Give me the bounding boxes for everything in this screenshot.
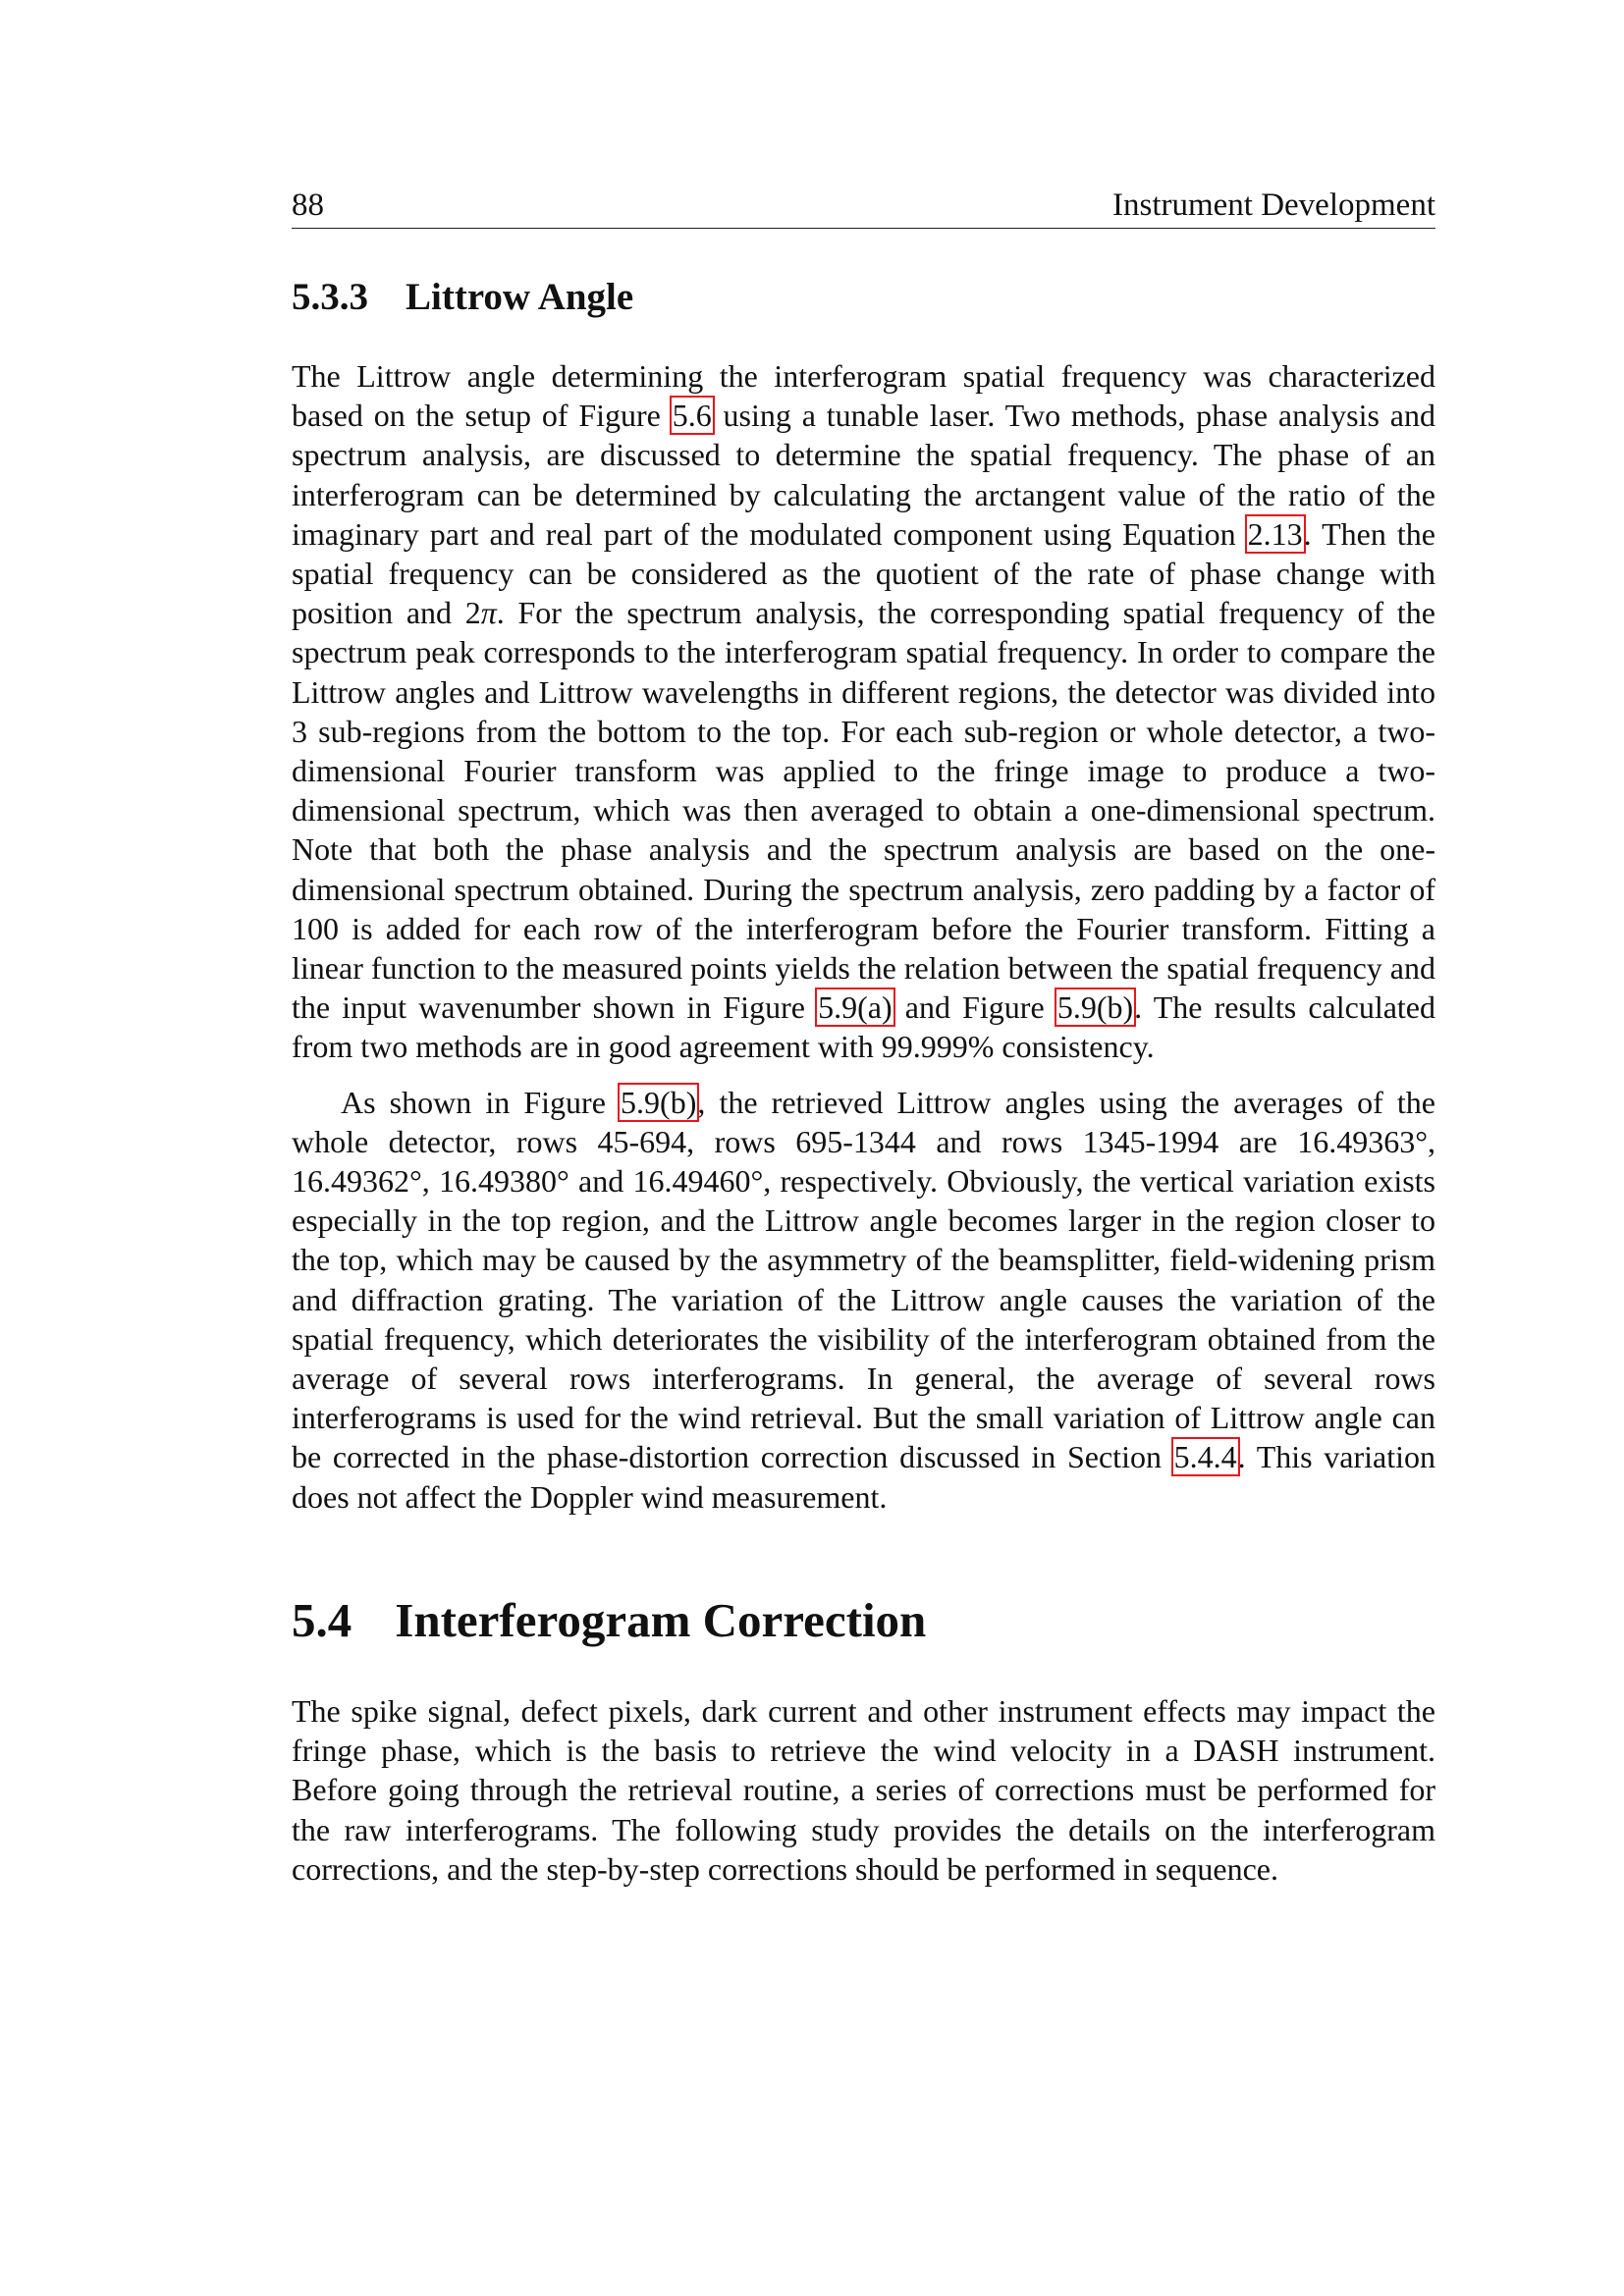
chapter-title: Instrument Development (1111, 187, 1435, 223)
paragraph-correction-1: The spike signal, defect pixels, dark current and other instrument effects may impact the fringe phase, which is the basis to retrieve the wind velocity in a DASH instrument. Before going through the retrieval routine, a series of corrections must be performed for the raw interferograms. The following study provides the details on the interferogram corrections, and the step-by-step corrections should be performed in sequence. (292, 1692, 1435, 1887)
section-number: 5.4 (292, 1592, 352, 1647)
running-header (292, 187, 1435, 229)
figure-link-5-6[interactable]: 5.6 (672, 398, 712, 434)
subsection-title: Littrow Angle (406, 276, 634, 318)
text-run: , the retrieved Littrow angles using the averages of the whole detector, rows 45-694, rows 695-1344 and rows 1345-1994 are 16.49363°, 16.49362°, 16.49380° and 16.49460°, respectively. Obviously, the vertical variation exists especially in the top region, and the Littrow angle becomes larger in the region closer to the top, which may be caused by the asymmetry of the beamsplitter, field-widening prism and diffraction grating. The variation of the Littrow angle causes the variation of the spatial frequency, which deteriorates the visibility of the interferogram obtained from the average of several rows interferograms. In general, the average of several rows interferograms is used for the wind retrieval. But the small variation of Littrow angle can be corrected in the phase-distortion correction discussed in Section (292, 1084, 1436, 1475)
subsection-heading (292, 276, 1435, 319)
figure-link-5-9b[interactable]: 5.9(b) (621, 1084, 697, 1120)
text-run: . This variation does not affect the Doppler wind measurement. (292, 1439, 1436, 1515)
page-number: 88 (292, 187, 324, 223)
figure-link-5-9a[interactable]: 5.9(a) (818, 989, 893, 1026)
text-run: and Figure (893, 989, 1056, 1026)
equation-link-2-13[interactable]: 2.13 (1247, 515, 1303, 552)
section-heading (292, 1593, 1435, 1648)
section-link-5-4-4[interactable]: 5.4.4 (1173, 1439, 1237, 1475)
pi-symbol: π (480, 595, 497, 631)
text-run: As shown in Figure (341, 1084, 621, 1120)
page-body (292, 187, 1435, 1889)
text-run: . The results calculated from two methods are in good agreement with 99.999% consistency. (292, 989, 1435, 1065)
text-run: . Then the spatial frequency can be considered as the quotient of the rate of phase change with position and 2 (292, 515, 1436, 631)
text-run: The Littrow angle determining the interferogram spatial frequency was characterized based on the setup of Figure (292, 358, 1435, 434)
figure-link-5-9b[interactable]: 5.9(b) (1056, 989, 1134, 1026)
text-run: using a tunable laser. Two methods, phase analysis and spectrum analysis, are discussed to determine the spatial frequency. The phase of an interferogram can be determined by calculating the arctangent value of the ratio of the imaginary part and real part of the modulated component using Equation (292, 398, 1436, 552)
section-title: Interferogram Correction (395, 1592, 927, 1647)
paragraph-littrow-2 (292, 1083, 1435, 1517)
paragraph-littrow-1 (292, 356, 1435, 1067)
subsection-number: 5.3.3 (292, 276, 368, 318)
text-run: . For the spectrum analysis, the corresponding spatial frequency of the spectrum peak corresponds to the interferogram spatial frequency. In order to compare the Littrow angles and Littrow wavelengths in different regions, the detector was divided into 3 sub-regions from the bottom to the top. For each sub-region or whole detector, a two-dimensional Fourier transform was applied to the fringe image to produce a two-dimensional spectrum, which was then averaged to obtain a one-dimensional spectrum. Note that both the phase analysis and the spectrum analysis are based on the one-dimensional spectrum obtained. During the spectrum analysis, zero padding by a factor of 100 is added for each row of the interferogram before the Fourier transform. Fitting a linear function to the measured points yields the relation between the spatial frequency and the input wavenumber shown in Figure (292, 595, 1435, 1026)
